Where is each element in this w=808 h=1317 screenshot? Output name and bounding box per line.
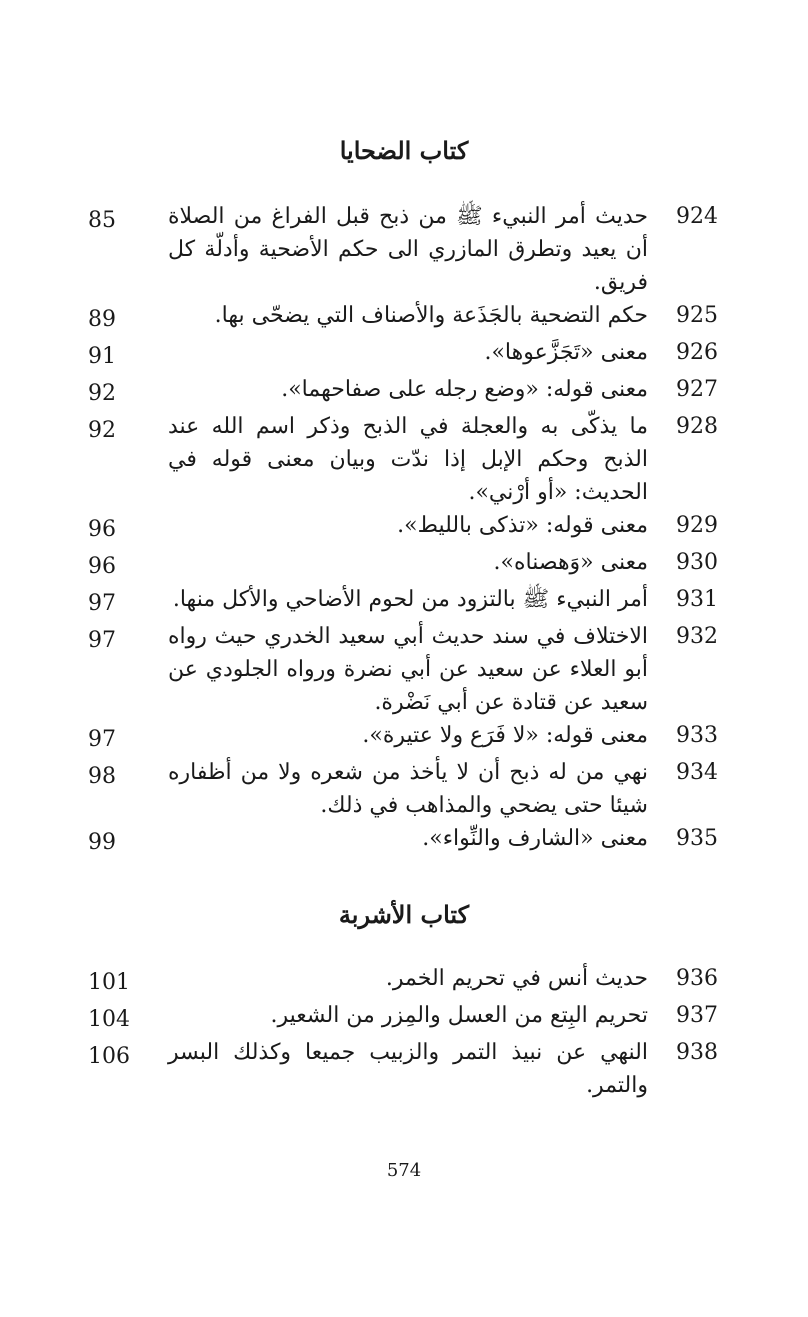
entry-number: 934 (676, 760, 718, 785)
entry-936 (88, 962, 728, 999)
entry-number: 931 (676, 587, 718, 612)
entry-number: 926 (676, 340, 718, 365)
entry-title: الاختلاف في سند حديث أبي سعيد الخدري حيث رواه أبو العلاء عن سعيد عن أبي نضرة ورواه الجلودي عن سعيد عن قتادة عن أبي نَضْرة. (168, 624, 648, 715)
entry-number: 932 (676, 624, 718, 649)
entry-937 (88, 999, 728, 1036)
section-title-sacrifices: كتاب الضحايا (339, 136, 469, 165)
entry-924 (88, 200, 728, 299)
entry-number: 936 (676, 966, 718, 991)
entry-title: معنى قوله: «لا فَرَع ولا عتيرة». (362, 723, 648, 748)
entry-title: أمر النبيء ﷺ بالتزود من لحوم الأضاحي والأكل منها. (172, 587, 648, 612)
entry-930 (88, 546, 728, 583)
entry-title: حديث أنس في تحريم الخمر. (385, 966, 648, 991)
entry-title: ما يذكّى به والعجلة في الذبح وذكر اسم الله عند الذبح وحكم الإبل إذا ندّت وبيان معنى قوله في الحديث: «أو أرْني». (168, 414, 648, 505)
page-number: 101 (88, 970, 130, 995)
entry-926 (88, 336, 728, 373)
sacrifices-entries (88, 200, 728, 859)
page-folio-number: 574 (386, 1160, 422, 1181)
entry-928 (88, 410, 728, 509)
drinks-entries (88, 962, 728, 1102)
page-number: 96 (88, 554, 116, 579)
entry-number: 928 (676, 414, 718, 439)
entry-number: 935 (676, 826, 718, 851)
entry-number: 930 (676, 550, 718, 575)
page-number: 96 (88, 517, 116, 542)
page-number: 97 (88, 591, 116, 616)
section-title-drinks: كتاب الأشربة (338, 900, 470, 929)
entry-number: 925 (676, 303, 718, 328)
entry-number: 927 (676, 377, 718, 402)
entry-number: 938 (676, 1040, 718, 1065)
entry-number: 933 (676, 723, 718, 748)
entry-931 (88, 583, 728, 620)
page-number: 91 (88, 344, 116, 369)
entry-933 (88, 719, 728, 756)
entry-title: حديث أمر النبيء ﷺ من ذبح قبل الفراغ من الصلاة أن يعيد وتطرق المازري الى حكم الأضحية وأدلّة كل فريق. (168, 204, 648, 295)
entry-number: 929 (676, 513, 718, 538)
entry-929 (88, 509, 728, 546)
page-number: 92 (88, 381, 116, 406)
page-number: 89 (88, 307, 116, 332)
entry-title: معنى «تَجَزَّعوها». (484, 340, 648, 365)
entry-932 (88, 620, 728, 719)
entry-938 (88, 1036, 728, 1102)
page-number: 97 (88, 628, 116, 653)
page-number: 106 (88, 1044, 130, 1069)
entry-927 (88, 373, 728, 410)
entry-title: حكم التضحية بالجَذَعة والأصناف التي يضحّى بها. (214, 303, 648, 328)
entry-number: 937 (676, 1003, 718, 1028)
entry-title: معنى «الشارف والنِّواء». (422, 826, 648, 851)
entry-title: النهي عن نبيذ التمر والزبيب جميعا وكذلك البسر والتمر. (168, 1040, 648, 1098)
page-number: 98 (88, 764, 116, 789)
entry-title: نهي من له ذبح أن لا يأخذ من شعره ولا من أظفاره شيئا حتى يضحي والمذاهب في ذلك. (168, 760, 648, 818)
entry-935 (88, 822, 728, 859)
page-number: 85 (88, 208, 116, 233)
page-number: 97 (88, 727, 116, 752)
page-number: 92 (88, 418, 116, 443)
entry-title: معنى «وَهصناه». (493, 550, 648, 575)
entry-934 (88, 756, 728, 822)
page-number: 104 (88, 1007, 130, 1032)
entry-title: معنى قوله: «تذكى بالليط». (397, 513, 648, 538)
entry-925 (88, 299, 728, 336)
entry-title: معنى قوله: «وضع رجله على صفاحهما». (281, 377, 648, 402)
entry-title: تحريم البِتع من العسل والمِزر من الشعير. (270, 1003, 648, 1028)
page-number: 99 (88, 830, 116, 855)
entry-number: 924 (676, 204, 718, 229)
